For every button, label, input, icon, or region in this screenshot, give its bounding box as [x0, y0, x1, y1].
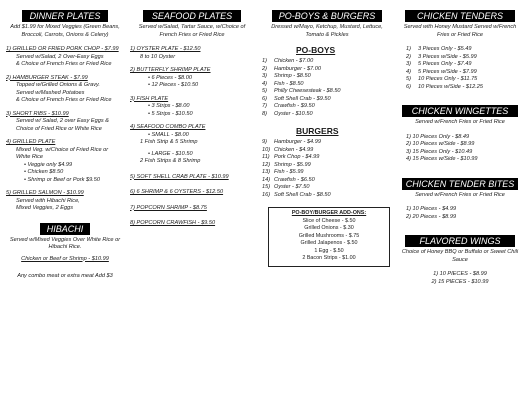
item-desc: Served w/Mashed Potatoes: [16, 89, 85, 96]
wingettes-list: [398, 134, 522, 164]
addon-item: Grilled Onions - $.30: [304, 225, 354, 231]
item-desc: Served w/ Salad, 2 over Easy Eggs &: [16, 118, 109, 124]
list-item: 14) Crawfish - $6.50: [262, 176, 315, 183]
menu-item: [130, 96, 254, 119]
item-desc: Choice of Fried Rice or White Rice: [16, 125, 102, 132]
list-item: 3) 5 Pieces Only - $7.49: [406, 61, 472, 67]
seafood-plates-subtitle: Served w/Salad, Tartar Sauce, w/Choice of French Fries or Fried Rice: [138, 24, 246, 38]
item-desc: White Rice: [16, 154, 44, 160]
poboys-list: [262, 58, 392, 118]
item-name: 4) SEAFOOD COMBO PLATE: [130, 124, 206, 130]
chicken-tender-bites-header: CHICKEN TENDER BITES: [402, 178, 518, 190]
item-desc: 2 Fish Strips & 8 Shrimp: [140, 158, 201, 164]
item-name: 3) FISH PLATE: [130, 95, 169, 102]
hibachi-subtitle: Served w/Mixed Veggies Over White Rice or Hibachi Rice.: [9, 236, 121, 250]
list-item: 2) 20 Pieces - $8.99: [406, 213, 457, 220]
hibachi-price: Chicken or Beef or Shrimp - $10.99: [21, 255, 109, 262]
addons-box: [268, 207, 390, 267]
bullet-item: • 12 Pieces - $10.50: [148, 82, 199, 88]
list-item: 1) Chicken - $7.00: [262, 58, 314, 64]
item-name: 1) OYSTER PLATE - $12.50: [130, 46, 201, 52]
item-name: 7) POPCORN SHRIMP - $8.75: [130, 204, 207, 211]
menu-item: [6, 75, 124, 105]
burgers-list: [262, 139, 392, 199]
menu-item: [130, 189, 254, 197]
item-desc: & Choice of French Fries or Fried Rice: [16, 61, 112, 67]
column-dinner: [6, 10, 124, 281]
hibachi-note: Any combo meat or extra meat Add $3: [17, 273, 113, 279]
list-item: 6) 10 Pieces w/Side - $12.25: [406, 83, 483, 90]
seafood-plates-header: SEAFOOD PLATES: [143, 10, 241, 22]
list-item: 1) 3 Pieces Only - $5.49: [406, 46, 472, 52]
wingettes-subtitle: Served w/French Fries or Fried Rice: [415, 119, 505, 125]
bullet-item: • Veggie only $4.99: [24, 161, 73, 168]
list-item: 1) 10 Pieces - $4.99: [406, 206, 457, 212]
menu-item: [6, 111, 124, 134]
bullet-item: • 5 Strips - $10.50: [148, 110, 193, 117]
item-desc: Served with Hibachi Rice,: [16, 197, 80, 204]
bites-list: [398, 206, 522, 221]
list-item: 4) Fish - $8.50: [262, 80, 304, 87]
dinner-plates-header: DINNER PLATES: [22, 10, 108, 22]
chicken-wingettes-header: CHICKEN WINGETTES: [402, 105, 518, 117]
item-name: 2) HAMBURGER STEAK - $7.99: [6, 74, 88, 81]
menu-item: [130, 205, 254, 213]
item-desc: Mixed Veg. w/Choice of Fried Rice or: [16, 146, 109, 153]
item-desc: Topped w/Grilled Onions & Gravy.: [16, 82, 100, 88]
wings-list: [398, 271, 522, 286]
addon-item: Grilled Mushrooms - $.75: [298, 232, 360, 239]
list-item: 2) 15 PIECES - $10.99: [431, 278, 489, 285]
bites-subtitle: Served w/French Fries or Fried Rice: [415, 191, 505, 198]
column-seafood: [130, 10, 254, 234]
menu-item: [6, 46, 124, 69]
item-name: 2) BUTTERFLY SHRIMP PLATE: [130, 67, 211, 73]
bullet-item: • 6 Pieces - $8.00: [148, 74, 192, 81]
addons-title: PO-BOY/BURGER ADD-ONS:: [291, 210, 367, 216]
item-desc: Served w/Salad, 2 Over-Easy Eggs: [16, 53, 104, 60]
poboys-burgers-header: PO-BOYS & BURGERS: [272, 10, 382, 22]
menu-item: [130, 220, 254, 228]
list-item: 6) Soft Shell Crab - $9.50: [262, 95, 331, 102]
addon-item: Slice of Cheese - $.50: [302, 217, 356, 224]
wings-subtitle: Choice of Honey BBQ or Buffalo or Sweet Chili Sauce: [401, 249, 519, 263]
list-item: 3) 15 Pieces Only - $10.49: [406, 148, 473, 155]
menu-item: [6, 190, 124, 213]
list-item: 3) Shrimp - $8.50: [262, 73, 311, 79]
poboys-subheader: PO-BOYS: [296, 45, 336, 55]
flavored-wings-header: FLAVORED WINGS: [405, 235, 515, 247]
list-item: 5) Philly Cheesesteak - $8.50: [262, 88, 341, 94]
list-item: 4) 15 Pieces w/Side - $10.99: [406, 156, 478, 162]
list-item: 9) Hamburger - $4.99: [262, 139, 321, 145]
burgers-subheader: BURGERS: [296, 126, 339, 136]
item-name: 5) GRILLED SALMON - $10.99: [6, 190, 84, 196]
column-chicken: [398, 10, 522, 286]
menu-item: [130, 124, 254, 166]
item-desc: 1 Fish Strip & 5 Shrimp: [140, 139, 198, 145]
list-item: 11) Pork Chop - $4.99: [262, 154, 320, 160]
menu-item: [130, 46, 254, 61]
addon-item: 1 Egg - $.50: [314, 247, 344, 254]
list-item: 2) 10 Pieces w/Side - $8.99: [406, 141, 475, 147]
dinner-plates-subtitle: Add $1.99 for Mixed Veggies (Green Beans, Broccoli, Carrots, Onions & Celery): [10, 24, 120, 38]
bullet-item: • SMALL - $8.00: [148, 131, 189, 138]
list-item: 1) 10 Pieces Only - $8.49: [406, 133, 470, 140]
list-item: 2) Hamburger - $7.00: [262, 65, 321, 72]
bullet-item: • 3 Strips - $8.00: [148, 103, 190, 109]
item-desc: 8 to 10 Oyster: [140, 53, 176, 60]
chicken-tenders-subtitle: Served with Honey Mustard Served w/French Fries or Fried Rice: [403, 24, 517, 38]
column-poboys: [262, 10, 392, 267]
item-name: 6) 6 SHRIMP & 6 OYSTERS - $12.50: [130, 189, 224, 195]
bullet-item: • LARGE - $10.50: [148, 150, 193, 157]
item-desc: & Choice of French Fries or Fried Rice: [16, 97, 112, 103]
item-name: 3) SHORT RIBS - $10.99: [6, 110, 69, 117]
chicken-tenders-header: CHICKEN TENDERS: [405, 10, 515, 22]
bullet-item: • Shrimp or Beef or Pork $9.50: [24, 176, 100, 183]
list-item: 5) 10 Pieces Only - $11.75: [406, 76, 478, 82]
list-item: 2) 3 Pieces w/Side - $5.99: [406, 53, 477, 60]
hibachi-header: HIBACHI: [40, 223, 90, 235]
list-item: 12) Shrimp - $5.99: [262, 161, 311, 168]
list-item: 1) 10 PIECES - $8.99: [433, 271, 487, 277]
item-name: 1) GRILLED OR FRIED PORK CHOP - $7.99: [6, 46, 119, 52]
list-item: 10) Chicken - $4.99: [262, 146, 314, 153]
tenders-list: [398, 46, 522, 91]
list-item: 7) Crawfish - $9.50: [262, 103, 315, 109]
list-item: 16) Soft Shell Crab - $8.50: [262, 191, 331, 198]
list-item: 4) 5 Pieces w/Side - $7.99: [406, 68, 477, 75]
item-name: 5) SOFT SHELL CRAB PLATE - $10.99: [130, 173, 229, 180]
menu-item: [6, 139, 124, 184]
bullet-item: • Chicken $8.50: [24, 169, 64, 175]
list-item: 13) Fish - $5.99: [262, 169, 304, 175]
item-desc: Mixed Veggies, 2 Eggs: [16, 205, 74, 211]
item-name: 8) POPCORN CRAWFISH - $9.50: [130, 220, 216, 226]
menu-item: [130, 67, 254, 90]
addon-item: 2 Bacon Strips - $1.00: [302, 255, 356, 261]
list-item: 15) Oyster - $7.50: [262, 184, 310, 190]
menu-item: [130, 174, 254, 182]
item-name: 4) GRILLED PLATE: [6, 139, 56, 145]
addon-item: Grilled Jalapenos - $.50: [300, 240, 358, 246]
list-item: 8) Oyster - $10.50: [262, 110, 313, 117]
poboys-subtitle: Dressed w/Mayo, Ketchup, Mustard, Lettuce, Tomato & Pickles: [271, 24, 383, 38]
